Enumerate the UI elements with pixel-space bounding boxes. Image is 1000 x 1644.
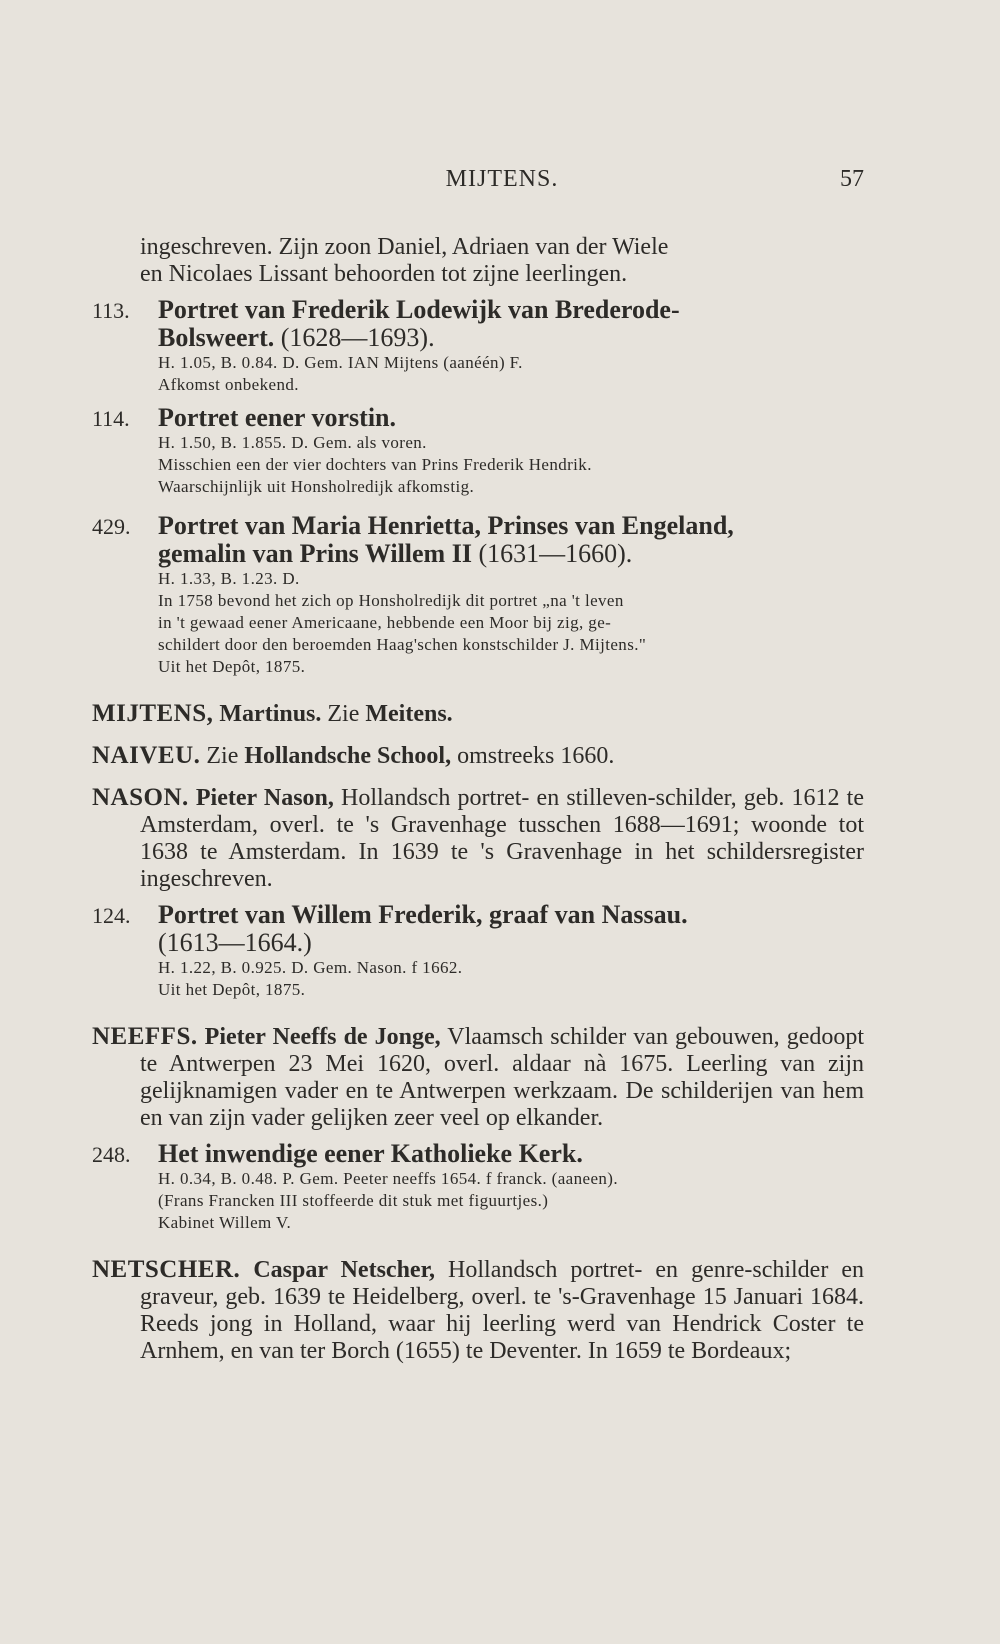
meta-line: Misschien een der vier dochters van Prins Frederik Hendrik. xyxy=(158,455,592,474)
page-number: 57 xyxy=(840,166,864,192)
intro-line: en Nicolaes Lissant behoorden tot zijne leerlingen. xyxy=(140,261,628,287)
see-word: Zie xyxy=(206,743,239,769)
catalog-entry-248 xyxy=(92,1139,864,1234)
entry-dates: (1631—1660). xyxy=(478,539,633,568)
artist-name: MIJTENS, xyxy=(92,700,214,727)
page-content xyxy=(92,234,865,1365)
entry-number: 429. xyxy=(92,514,131,539)
entry-title: Portret van Maria Henrietta, Prinses van Engeland, gemalin van Prins Willem II (1631—1660). xyxy=(158,511,734,568)
catalog-entry-124 xyxy=(92,900,864,1001)
entry-body xyxy=(158,512,864,678)
entry-meta xyxy=(158,352,864,396)
meta-line: Kabinet Willem V. xyxy=(158,1213,292,1232)
entry-title: Het inwendige eener Katholieke Kerk. xyxy=(158,1139,583,1168)
artist-entry-mijtens-martinus xyxy=(92,700,864,728)
artist-fullname: Martinus. xyxy=(219,701,322,727)
entry-title: Portret van Frederik Lodewijk van Brederode- Bolsweert. (1628—1693). xyxy=(158,295,680,352)
entry-meta xyxy=(158,568,864,678)
artist-name: NEEFFS. xyxy=(92,1023,198,1050)
entry-meta xyxy=(158,957,864,1001)
artist-biography: Hollandsch portret- en genre-schilder en graveur, geb. 1639 te Heidelberg, overl. te 's-Gravenhage 15 Januari 1684. Reeds jong in Holland, waar hij leerling werd van Hendrick Coster te Arnhem, en van ter Borch (1655) te Deventer. In 1659 te Bordeaux; xyxy=(140,1257,865,1364)
entry-meta xyxy=(158,1168,864,1234)
cross-reference: Meitens. xyxy=(365,701,453,727)
entry-number: 124. xyxy=(92,903,131,928)
artist-note: omstreeks 1660. xyxy=(457,743,615,769)
see-word: Zie xyxy=(327,701,360,727)
artist-entry-nason xyxy=(92,784,864,893)
meta-line: In 1758 bevond het zich op Honsholredijk dit portret „na 't leven xyxy=(158,591,624,610)
entry-number: 114. xyxy=(92,406,130,431)
catalog-entry-429 xyxy=(92,511,864,678)
artist-fullname: Pieter Neeffs de Jonge, xyxy=(204,1024,441,1050)
artist-entry-netscher xyxy=(92,1256,864,1365)
meta-line: H. 0.34, B. 0.48. P. Gem. Peeter neeffs 1654. f franck. (aaneen). xyxy=(158,1169,619,1188)
entry-number: 113. xyxy=(92,298,130,323)
artist-name: NASON. xyxy=(92,784,189,811)
entry-dates: (1613—1664.) xyxy=(158,928,312,957)
entry-meta xyxy=(158,432,864,498)
entry-body xyxy=(158,901,864,1001)
entry-title: Portret van Willem Frederik, graaf van Nassau. (1613—1664.) xyxy=(158,900,688,957)
intro-line: ingeschreven. Zijn zoon Daniel, Adriaen van der Wiele xyxy=(140,234,669,260)
running-head: MIJTENS. xyxy=(445,166,559,192)
entry-body xyxy=(158,1140,864,1234)
meta-line: H. 1.50, B. 1.855. D. Gem. als voren. xyxy=(158,433,427,452)
artist-biography: Hollandsch portret- en stilleven-schilder, geb. 1612 te Amsterdam, overl. te 's Gravenhage tusschen 1688—1691; woonde tot 1638 te Amsterdam. In 1639 te 's Gravenhage in het schildersregister ingeschreven. xyxy=(140,785,864,892)
catalog-entry-114 xyxy=(92,403,864,498)
entry-dates: (1628—1693). xyxy=(280,323,435,352)
meta-line: H. 1.05, B. 0.84. D. Gem. IAN Mijtens (aanéén) F. xyxy=(158,353,523,372)
meta-line: H. 1.22, B. 0.925. D. Gem. Nason. f 1662. xyxy=(158,958,463,977)
artist-fullname: Caspar Netscher, xyxy=(253,1257,436,1283)
page-header xyxy=(140,166,864,198)
meta-line: H. 1.33, B. 1.23. D. xyxy=(158,569,300,588)
meta-line: Waarschijnlijk uit Honsholredijk afkomstig. xyxy=(158,477,475,496)
meta-line: Afkomst onbekend. xyxy=(158,375,299,394)
intro-paragraph xyxy=(140,234,864,288)
cross-reference: Hollandsche School, xyxy=(244,743,452,769)
entry-body xyxy=(158,296,864,396)
artist-entry-neeffs xyxy=(92,1023,864,1132)
entry-number: 248. xyxy=(92,1142,131,1167)
entry-title: Portret eener vorstin. xyxy=(158,403,396,432)
artist-name: NETSCHER. xyxy=(92,1256,241,1283)
entry-body xyxy=(158,404,864,498)
catalog-entry-113 xyxy=(92,295,864,396)
meta-line: in 't gewaad eener Americaane, hebbende een Moor bij zig, ge- xyxy=(158,613,612,632)
artist-entry-naiveu xyxy=(92,742,864,770)
meta-line: schildert door den beroemden Haag'schen konstschilder J. Mijtens." xyxy=(158,635,647,654)
artist-biography: Vlaamsch schilder van gebouwen, gedoopt te Antwerpen 23 Mei 1620, overl. aldaar nà 1675. Leerling van zijn gelijknamigen vader en te Antwerpen werkzaam. De schilderijen van hem en van zijn vader gelijken zeer veel op elkander. xyxy=(140,1024,865,1131)
meta-line: Uit het Depôt, 1875. xyxy=(158,980,306,999)
artist-name: NAIVEU. xyxy=(92,742,201,769)
meta-line: (Frans Francken III stoffeerde dit stuk met figuurtjes.) xyxy=(158,1191,549,1210)
meta-line: Uit het Depôt, 1875. xyxy=(158,657,306,676)
artist-fullname: Pieter Nason, xyxy=(195,785,334,811)
